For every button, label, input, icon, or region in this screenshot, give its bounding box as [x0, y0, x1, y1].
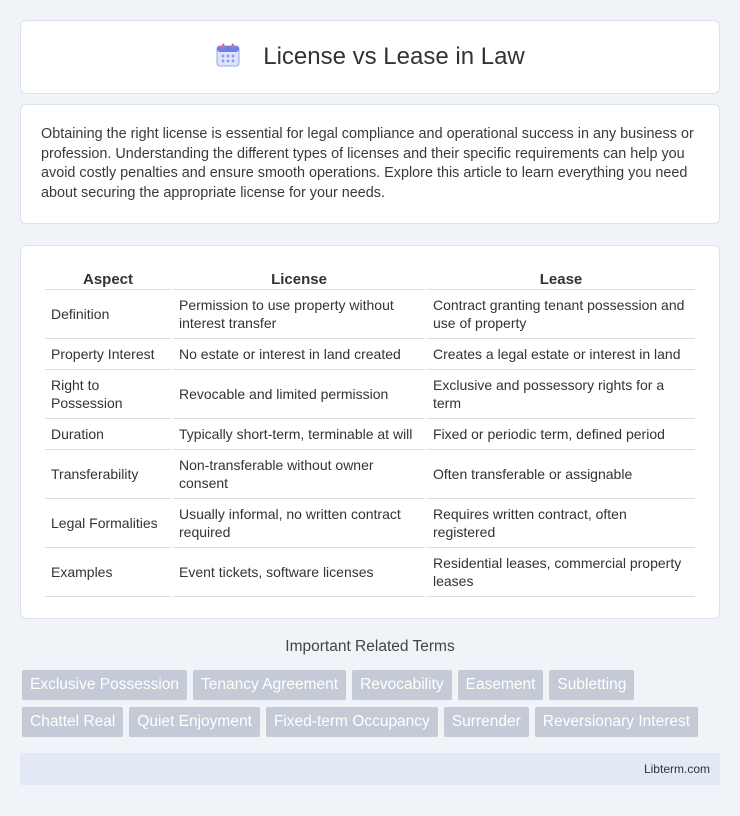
aspect-cell: Transferability — [45, 450, 171, 499]
aspect-cell: Legal Formalities — [45, 499, 171, 548]
table-row — [45, 370, 695, 419]
table-row — [45, 290, 695, 339]
license-cell: Non-transferable without owner consent — [173, 450, 425, 499]
term-tag-revocability[interactable]: Revocability — [352, 670, 452, 700]
table-row — [45, 450, 695, 499]
term-tag-reversionary-interest[interactable]: Reversionary Interest — [535, 707, 698, 737]
header-license: License — [173, 266, 425, 290]
term-tag-subletting[interactable]: Subletting — [549, 670, 634, 700]
aspect-cell: Definition — [45, 290, 171, 339]
lease-cell: Creates a legal estate or interest in land — [427, 339, 695, 370]
table-row — [45, 419, 695, 450]
term-tag-quiet-enjoyment[interactable]: Quiet Enjoyment — [129, 707, 260, 737]
lease-cell: Often transferable or assignable — [427, 450, 695, 499]
footer-brand-link[interactable]: Libterm.com — [643, 762, 710, 776]
term-tag-tenancy-agreement[interactable]: Tenancy Agreement — [193, 670, 346, 700]
aspect-cell: Duration — [45, 419, 171, 450]
aspect-cell: Examples — [45, 548, 171, 597]
license-cell: No estate or interest in land created — [173, 339, 425, 370]
comparison-table-card — [20, 245, 720, 619]
lease-cell: Contract granting tenant possession and use of property — [427, 290, 695, 339]
header-lease: Lease — [427, 266, 695, 290]
term-tag-surrender[interactable]: Surrender — [444, 707, 529, 737]
term-tag-exclusive-possession[interactable]: Exclusive Possession — [22, 670, 187, 700]
license-cell: Event tickets, software licenses — [173, 548, 425, 597]
comparison-table — [43, 266, 697, 597]
footer — [20, 753, 720, 785]
related-terms-list — [22, 670, 722, 737]
calendar-icon — [215, 42, 241, 73]
lease-cell: Exclusive and possessory rights for a term — [427, 370, 695, 419]
term-tag-fixed-term-occupancy[interactable]: Fixed-term Occupancy — [266, 707, 438, 737]
table-row — [45, 548, 695, 597]
license-cell: Typically short-term, terminable at will — [173, 419, 425, 450]
license-cell: Usually informal, no written contract required — [173, 499, 425, 548]
lease-cell: Fixed or periodic term, defined period — [427, 419, 695, 450]
related-terms-title: Important Related Terms — [285, 638, 455, 655]
page-title: License vs Lease in Law — [263, 43, 525, 70]
table-row — [45, 339, 695, 370]
lease-cell: Residential leases, commercial property leases — [427, 548, 695, 597]
term-tag-chattel-real[interactable]: Chattel Real — [22, 707, 123, 737]
lease-cell: Requires written contract, often registered — [427, 499, 695, 548]
license-cell: Permission to use property without interest transfer — [173, 290, 425, 339]
aspect-cell: Property Interest — [45, 339, 171, 370]
header-card — [20, 20, 720, 94]
table-header-row — [45, 266, 695, 290]
intro-text: Obtaining the right license is essential for legal compliance and operational success in any business or profession. Understanding the different types of licenses and their specific requirements can help you avoid costly penalties and ensure smooth operations. Explore this article to learn everything you need about securing the appropriate license for your needs. — [41, 126, 694, 201]
table-row — [45, 499, 695, 548]
intro-card — [20, 104, 720, 224]
aspect-cell: Right to Possession — [45, 370, 171, 419]
license-cell: Revocable and limited permission — [173, 370, 425, 419]
header-aspect: Aspect — [45, 266, 171, 290]
header — [215, 42, 525, 73]
term-tag-easement[interactable]: Easement — [458, 670, 544, 700]
